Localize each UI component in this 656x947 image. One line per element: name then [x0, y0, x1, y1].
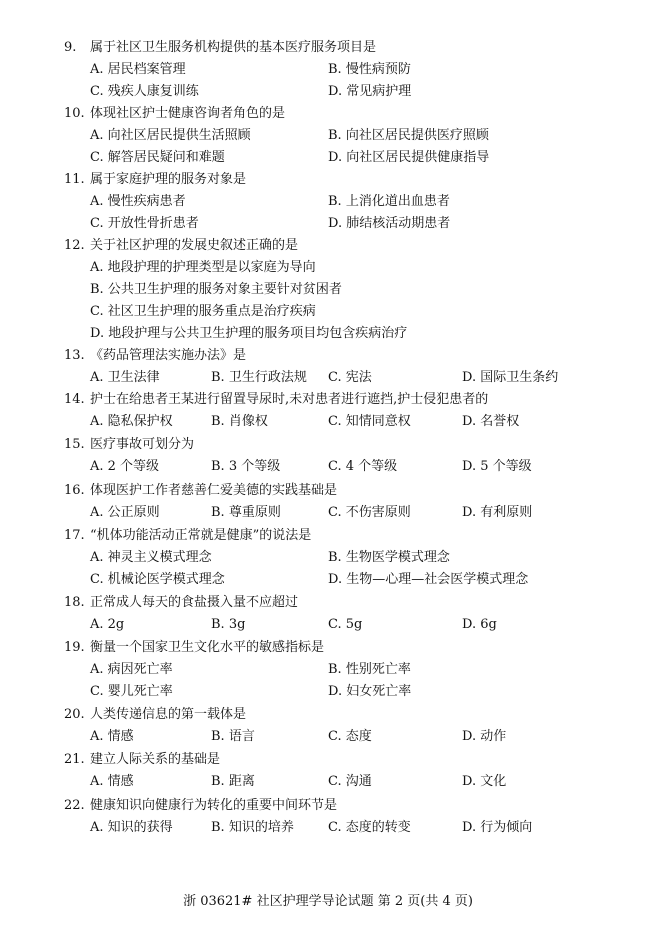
option-a: A. 公正原则 [90, 505, 160, 520]
question-number: 9. [64, 40, 77, 55]
option-a: A. 2g [90, 617, 125, 632]
option-a: A. 2 个等级 [90, 459, 160, 474]
question-number: 15. [64, 437, 85, 452]
question-text: 人类传递信息的第一载体是 [90, 707, 247, 722]
option-a: A. 情感 [90, 774, 134, 789]
question-stem [64, 795, 337, 817]
question-stem [64, 704, 246, 726]
option-c: C. 机械论医学模式理念 [90, 572, 225, 587]
option-a: A. 病因死亡率 [90, 662, 173, 677]
option-c: C. 不伤害原则 [328, 505, 411, 520]
question-number: 17. [64, 528, 85, 543]
option-b: B. 慢性病预防 [328, 62, 411, 77]
option-d: D. 生物—心理—社会医学模式理念 [328, 572, 529, 587]
question-stem [64, 749, 220, 771]
option-c: C. 社区卫生护理的服务重点是治疗疾病 [90, 304, 316, 319]
question-stem [64, 434, 194, 456]
option-b: B. 公共卫生护理的服务对象主要针对贫困者 [90, 282, 342, 297]
question-number: 20. [64, 707, 85, 722]
question-number: 10. [64, 106, 85, 121]
option-b: B. 向社区居民提供医疗照顾 [328, 128, 489, 143]
option-b: B. 知识的培养 [211, 820, 294, 835]
question-number: 21. [64, 752, 85, 767]
option-a: A. 神灵主义模式理念 [90, 550, 212, 565]
question-stem [64, 235, 298, 257]
option-c: C. 解答居民疑问和难题 [90, 150, 225, 165]
option-b: B. 性别死亡率 [328, 662, 411, 677]
option-a: A. 向社区居民提供生活照顾 [90, 128, 251, 143]
option-d: D. 地段护理与公共卫生护理的服务项目均包含疾病治疗 [90, 326, 408, 341]
question-stem [64, 592, 298, 614]
question-number: 16. [64, 483, 85, 498]
option-a: A. 情感 [90, 729, 134, 744]
option-c: C. 知情同意权 [328, 414, 411, 429]
question-stem [64, 345, 246, 367]
question-text: 关于社区护理的发展史叙述正确的是 [90, 238, 299, 253]
option-d: D. 肺结核活动期患者 [328, 216, 451, 231]
option-c: C. 态度 [328, 729, 372, 744]
option-a: A. 卫生法律 [90, 370, 160, 385]
option-d: D. 妇女死亡率 [328, 684, 412, 699]
question-text: 医疗事故可划分为 [90, 437, 195, 452]
question-text: 健康知识向健康行为转化的重要中间环节是 [90, 798, 338, 813]
question-number: 18. [64, 595, 85, 610]
option-d: D. 文化 [462, 774, 507, 789]
option-a: A. 隐私保护权 [90, 414, 173, 429]
option-a: A. 居民档案管理 [90, 62, 186, 77]
question-text: “机体功能活动正常就是健康”的说法是 [90, 528, 312, 543]
question-text: 体现医护工作者慈善仁爱美德的实践基础是 [90, 483, 338, 498]
question-stem [64, 169, 246, 191]
question-number: 14. [64, 392, 85, 407]
question-stem [64, 103, 285, 125]
option-d: D. 名誉权 [462, 414, 520, 429]
option-b: B. 3 个等级 [211, 459, 281, 474]
question-text: 衡量一个国家卫生文化水平的敏感指标是 [90, 640, 325, 655]
option-d: D. 常见病护理 [328, 84, 412, 99]
option-c: C. 4 个等级 [328, 459, 398, 474]
question-text: 体现社区护士健康咨询者角色的是 [90, 106, 286, 121]
option-b: B. 3g [211, 617, 246, 632]
question-text: 建立人际关系的基础是 [90, 752, 221, 767]
question-number: 11. [64, 172, 85, 187]
question-text: 正常成人每天的食盐摄入量不应超过 [90, 595, 299, 610]
option-c: C. 态度的转变 [328, 820, 411, 835]
option-a: A. 慢性疾病患者 [90, 194, 186, 209]
question-number: 22. [64, 798, 85, 813]
question-stem [64, 637, 324, 659]
option-c: C. 5g [328, 617, 363, 632]
question-number: 12. [64, 238, 85, 253]
option-a: A. 地段护理的护理类型是以家庭为导向 [90, 260, 316, 275]
question-number: 19. [64, 640, 85, 655]
question-text: 属于社区卫生服务机构提供的基本医疗服务项目是 [90, 40, 377, 55]
option-b: B. 距离 [211, 774, 255, 789]
option-d: D. 向社区居民提供健康指导 [328, 150, 490, 165]
question-text: 属于家庭护理的服务对象是 [90, 172, 247, 187]
option-d: D. 行为倾向 [462, 820, 533, 835]
option-d: D. 动作 [462, 729, 507, 744]
option-c: C. 沟通 [328, 774, 372, 789]
option-b: B. 上消化道出血患者 [328, 194, 450, 209]
question-number: 13. [64, 348, 85, 363]
option-c: C. 残疾人康复训练 [90, 84, 199, 99]
option-b: B. 尊重原则 [211, 505, 281, 520]
option-b: B. 生物医学模式理念 [328, 550, 450, 565]
option-c: C. 开放性骨折患者 [90, 216, 199, 231]
option-b: B. 卫生行政法规 [211, 370, 307, 385]
question-stem [64, 480, 337, 502]
option-d: D. 国际卫生条约 [462, 370, 559, 385]
option-d: D. 有利原则 [462, 505, 533, 520]
option-d: D. 6g [462, 617, 497, 632]
option-c: C. 宪法 [328, 370, 372, 385]
question-text: 护士在给患者王某进行留置导尿时,未对患者进行遮挡,护士侵犯患者的 [90, 392, 489, 407]
question-stem [64, 389, 488, 411]
option-c: C. 婴儿死亡率 [90, 684, 173, 699]
question-text: 《药品管理法实施办法》是 [90, 348, 247, 363]
option-b: B. 肖像权 [211, 414, 268, 429]
option-d: D. 5 个等级 [462, 459, 532, 474]
question-stem [64, 525, 311, 547]
option-b: B. 语言 [211, 729, 255, 744]
page-footer: 浙 03621# 社区护理学导论试题 第 2 页(共 4 页) [183, 894, 473, 909]
option-a: A. 知识的获得 [90, 820, 173, 835]
question-stem [64, 37, 376, 59]
